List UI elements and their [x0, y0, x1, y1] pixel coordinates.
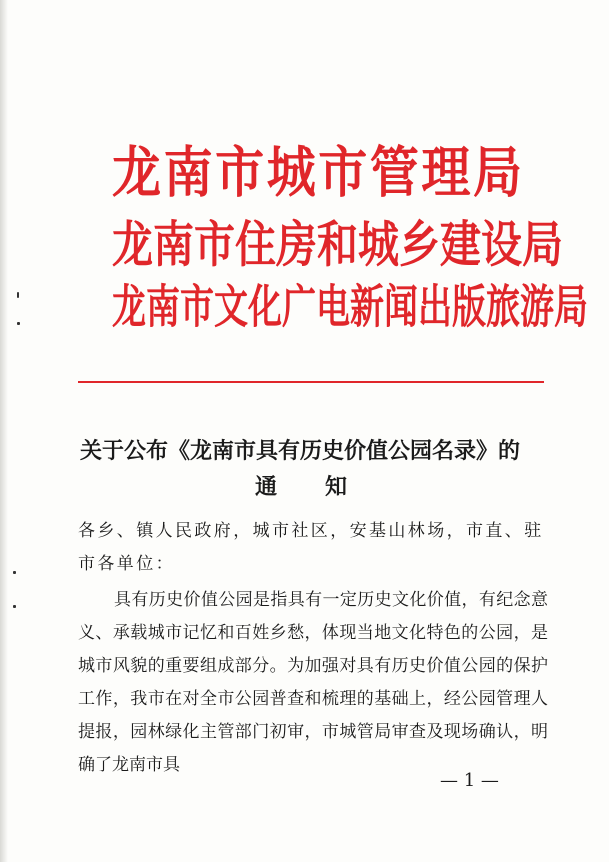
- addressee: 各乡、镇人民政府，城市社区，安基山林场，市直、驻市各单位：: [78, 521, 544, 574]
- body-paragraph: 具有历史价值公园是指具有一定历史文化价值，有纪念意义、承载城市记忆和百姓乡愁，体现当地文化特色的公园，是城市风貌的重要组成部分。为加强对具有历史价值公园的保护工作，我市在对全市公园普查和梳理的基础上，经公园管理人提报，园林绿化主管部门初审，市城管局审查及现场确认，明确了龙南市具: [78, 590, 548, 775]
- scan-edge-shadow: [0, 0, 8, 862]
- notice-title-line-2: 通知: [255, 474, 396, 500]
- binding-mark: [13, 605, 16, 608]
- binding-mark: [13, 571, 16, 574]
- issuer-line-3: 龙南市文化广电新闻出版旅游局: [112, 280, 588, 335]
- binding-mark: [17, 292, 19, 298]
- issuer-line-2: 龙南市住房和城乡建设局: [112, 215, 563, 274]
- page-number: — 1 —: [440, 770, 499, 791]
- binding-mark: [17, 322, 20, 325]
- issuer-line-1: 龙南市城市管理局: [112, 141, 522, 206]
- red-header-rule: [78, 381, 544, 383]
- notice-title-line-1: 关于公布《龙南市具有历史价值公园名录》的: [80, 438, 521, 464]
